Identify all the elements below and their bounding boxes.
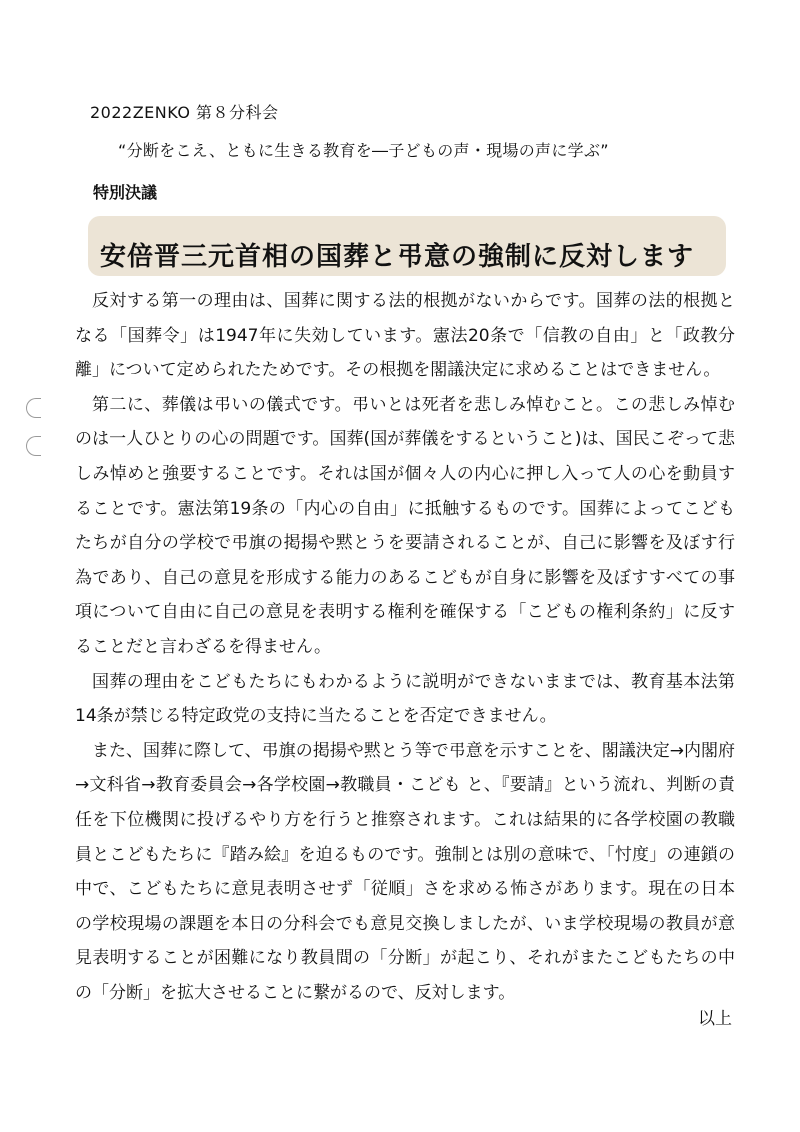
page-title: 安倍晋三元首相の国葬と弔意の強制に反対します	[100, 242, 695, 272]
punch-hole-mark	[26, 398, 41, 418]
paragraph-3: 国葬の理由をこどもたちにもわかるように説明ができないままでは、教育基本法第14条が禁じる特定政党の支持に当たることを否定できません。	[75, 671, 735, 727]
closing-mark: 以上	[698, 1009, 732, 1029]
resolution-body	[75, 284, 735, 1010]
resolution-label: 特別決議	[93, 183, 158, 202]
header-meeting-name: 2022ZENKO 第８分科会	[90, 103, 279, 122]
header-theme: “分断をこえ、ともに生きる教育を―子どもの声・現場の声に学ぶ”	[118, 141, 609, 160]
punch-hole-mark	[26, 436, 41, 456]
paragraph-2: 第二に、葬儀は弔いの儀式です。弔いとは死者を悲しみ悼むこと。この悲しみ悼むのは一人ひとりの心の問題です。国葬(国が葬儀をするということ)は、国民こぞって悲しみ悼めと強要することです。それは国が個々人の内心に押し入って人の心を動員することです。憲法第19条の「内心の自由」に抵触するものです。国葬によってこどもたちが自分の学校で弔旗の掲揚や黙とうを要請されることが、自己に影響を及ぼす行為であり、自己の意見を形成する能力のあるこどもが自身に影響を及ぼすすべての事項について自由に自己の意見を表明する権利を確保する「こどもの権利条約」に反することだと言わざるを得ません。	[75, 394, 735, 657]
paragraph-4: また、国葬に際して、弔旗の掲揚や黙とう等で弔意を示すことを、閣議決定→内閣府→文科省→教育委員会→各学校園→教職員・こども と、『要請』という流れ、判断の責任を下位機関に投げるやり方を行うと推察されます。これは結果的に各学校園の教職員とこどもたちに『踏み絵』を迫るものです。強制とは別の意味で、「忖度」の連鎖の中で、こどもたちに意見表明させず「従順」さを求める怖さがあります。現在の日本の学校現場の課題を本日の分科会でも意見交換しましたが、いま学校現場の教員が意見表明することが困難になり教員間の「分断」が起こり、それがまたこどもたちの中の「分断」を拡大させることに繋がるので、反対します。	[75, 740, 735, 1003]
paragraph-1: 反対する第一の理由は、国葬に関する法的根拠がないからです。国葬の法的根拠となる「国葬令」は1947年に失効しています。憲法20条で「信教の自由」と「政教分離」について定められたためです。その根拠を閣議決定に求めることはできません。	[75, 291, 735, 381]
